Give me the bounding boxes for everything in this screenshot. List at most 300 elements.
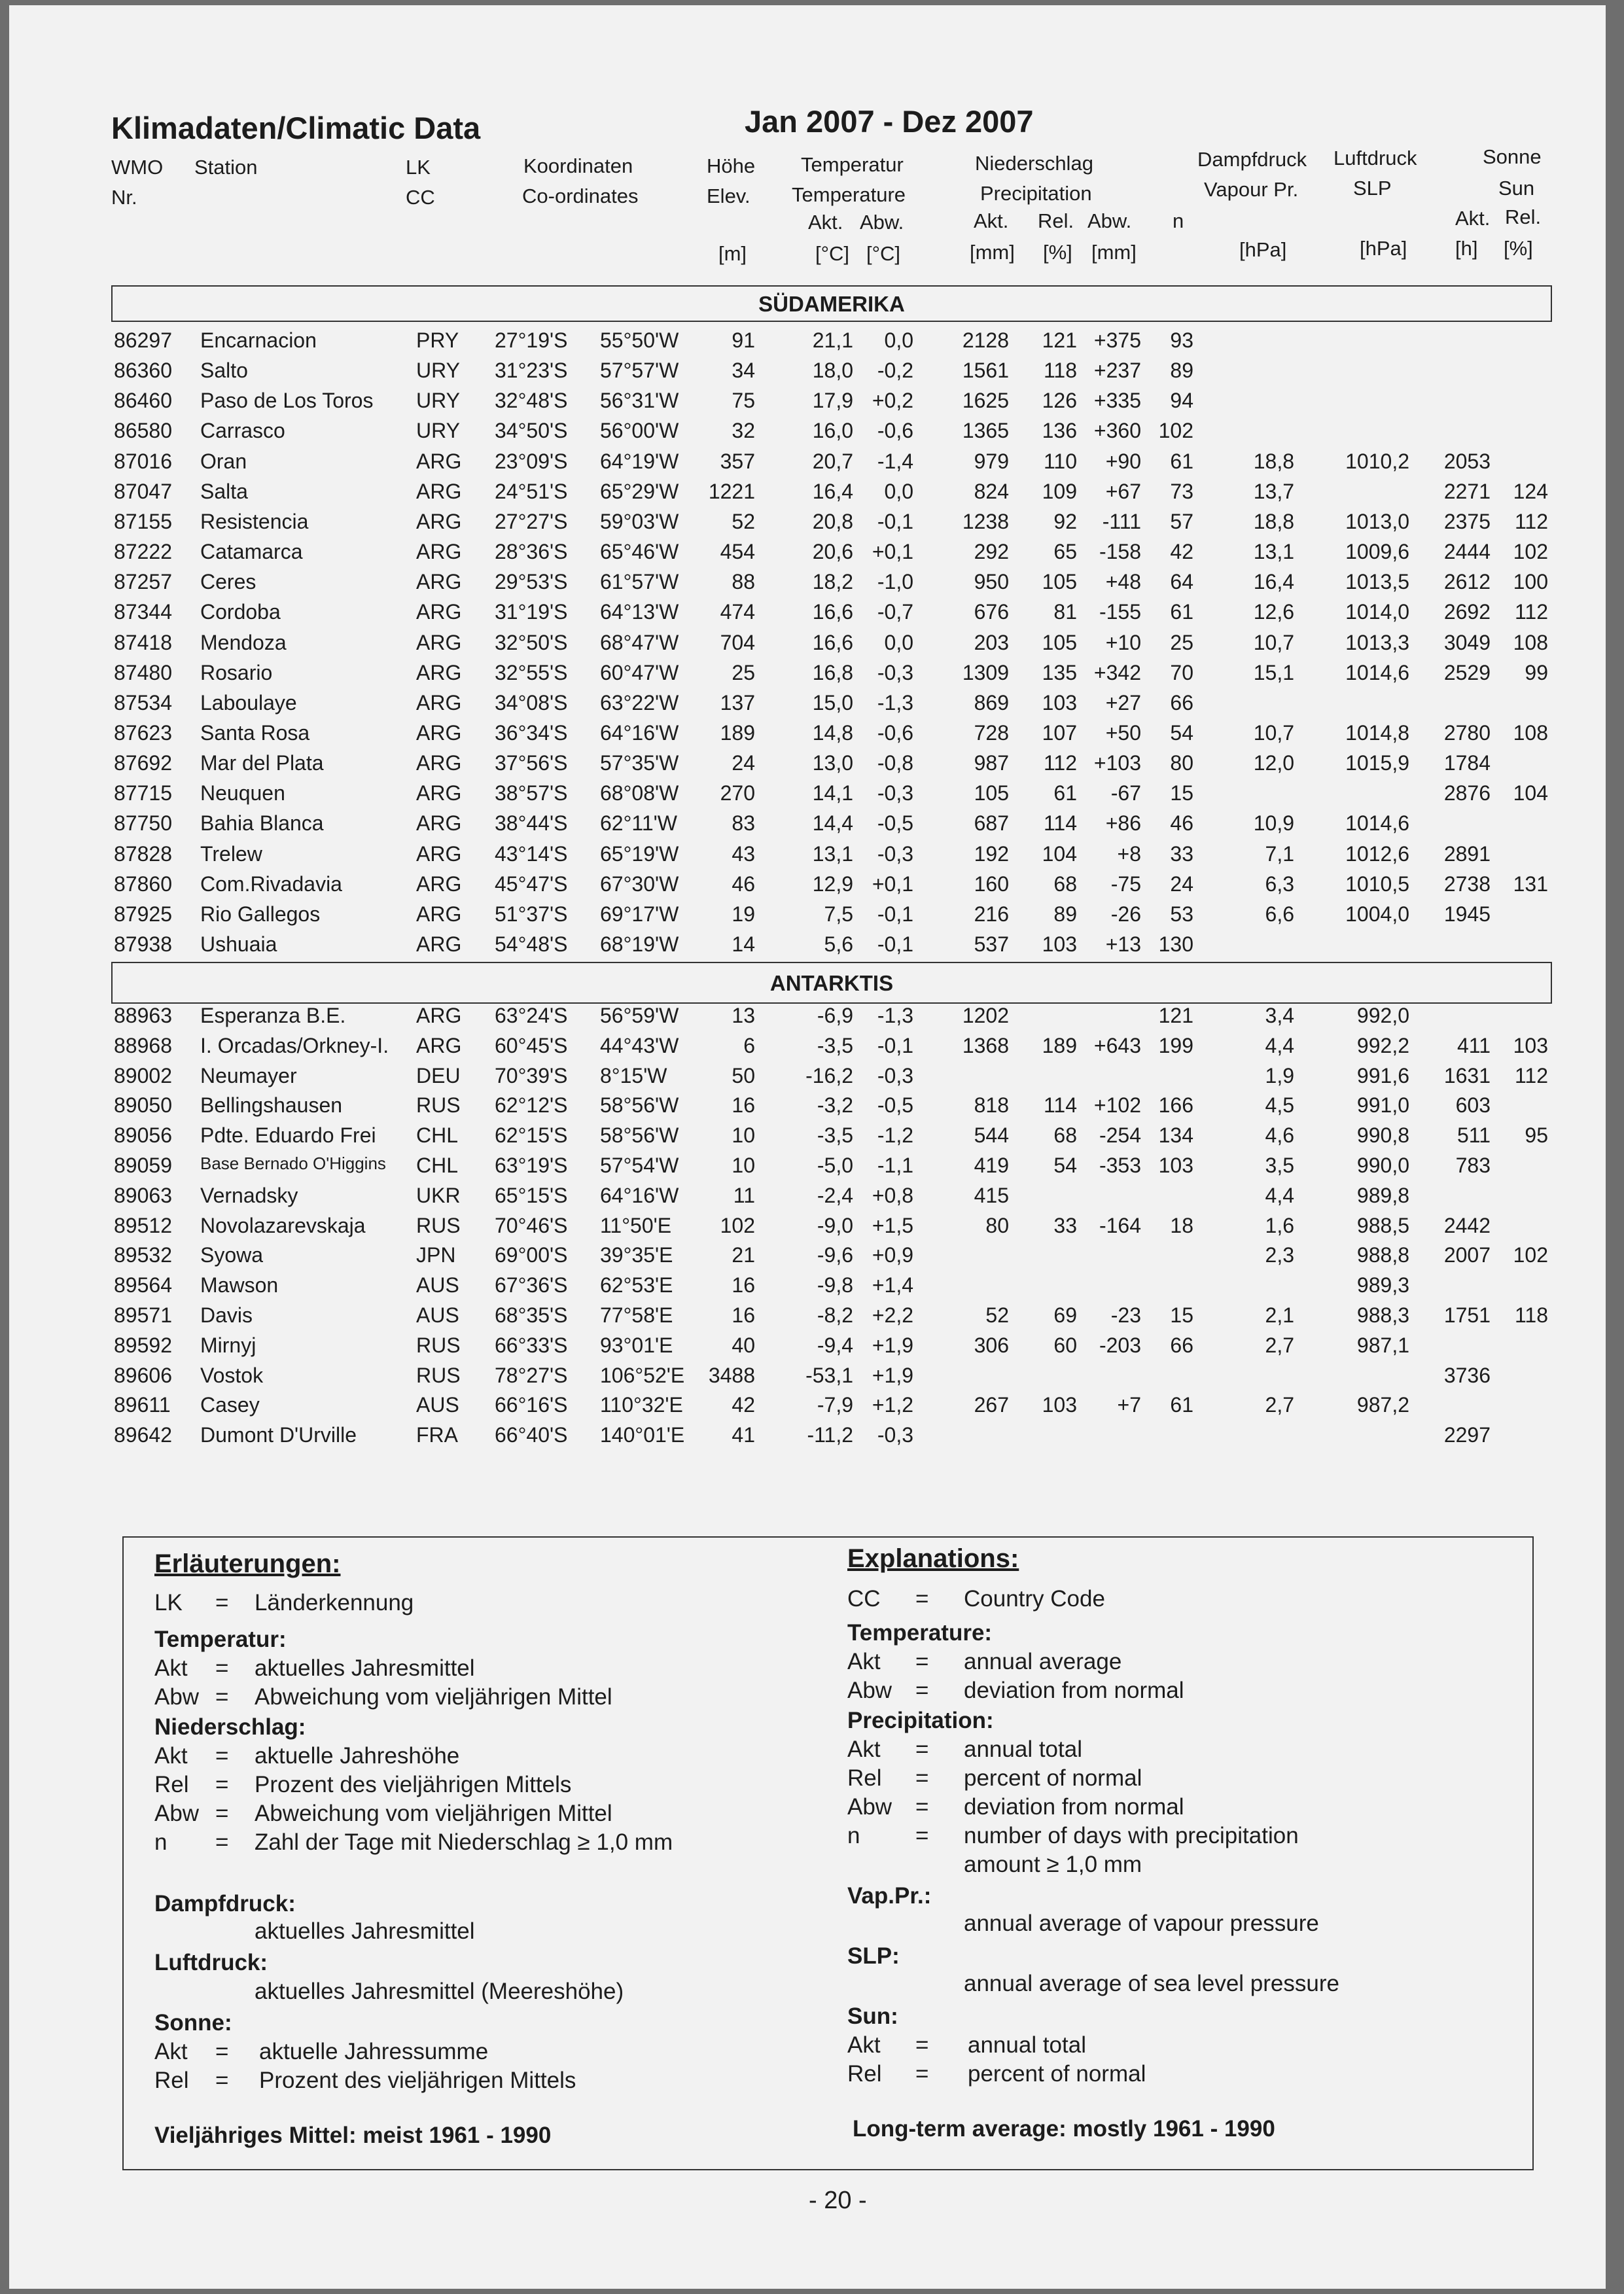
cell-temp-abw: -0,3 <box>877 841 913 866</box>
cell-prec-n: 93 <box>1170 328 1193 352</box>
table-row <box>9 1393 1606 1423</box>
table-row <box>9 419 1606 449</box>
cell-station: Pdte. Eduardo Frei <box>200 1123 376 1148</box>
cell-temp-abw: -0,5 <box>877 811 913 836</box>
abbr-cc: CC <box>847 1586 881 1612</box>
cell-prec-n: 57 <box>1170 509 1193 533</box>
cell-wmo: 87750 <box>114 811 172 836</box>
header-wmo: WMO <box>111 156 164 179</box>
cell-prec-abw: -111 <box>1102 509 1141 533</box>
cell-elev: 16 <box>732 1093 755 1118</box>
cell-vapour: 10,7 <box>1253 720 1294 745</box>
cell-wmo: 89063 <box>114 1183 172 1207</box>
cell-cc: ARG <box>416 841 462 866</box>
cell-temp-akt: -9,4 <box>817 1333 853 1357</box>
cell-prec-abw: -26 <box>1110 902 1141 926</box>
cell-lon: 69°17'W <box>600 902 679 926</box>
cell-vapour: 18,8 <box>1253 509 1294 533</box>
cell-sun-rel: 112 <box>1514 600 1548 624</box>
cell-station: Ushuaia <box>200 932 277 956</box>
cell-prec-abw: +237 <box>1093 359 1141 383</box>
cell-prec-rel: 89 <box>1053 902 1077 926</box>
cell-lon: 93°01'E <box>600 1333 673 1357</box>
cell-cc: CHL <box>416 1123 459 1148</box>
cell-station: Cordoba <box>200 600 281 624</box>
cell-prec-abw: +7 <box>1117 1393 1141 1417</box>
cell-sun-rel: 112 <box>1514 509 1548 533</box>
cell-prec-akt: 105 <box>974 781 1009 805</box>
cell-cc: ARG <box>416 479 462 503</box>
equals: = <box>915 1794 929 1820</box>
cell-wmo: 88968 <box>114 1033 172 1057</box>
cell-wmo: 87715 <box>114 781 172 805</box>
cell-station: Salto <box>200 359 248 383</box>
abbr-abw: Abw <box>154 1801 200 1826</box>
cell-sun-akt: 1945 <box>1443 902 1491 926</box>
cell-prec-n: 73 <box>1170 479 1193 503</box>
cell-temp-akt: 21,1 <box>812 328 853 352</box>
cell-prec-rel: 112 <box>1043 751 1077 775</box>
cell-lon: 61°57'W <box>600 570 679 594</box>
cell-lat: 31°23'S <box>495 359 568 383</box>
cell-slp: 990,8 <box>1356 1123 1409 1148</box>
cell-vapour: 2,7 <box>1265 1393 1294 1417</box>
cell-slp: 991,0 <box>1356 1093 1409 1118</box>
cell-temp-abw: -0,3 <box>877 781 913 805</box>
cell-wmo: 87344 <box>114 600 172 624</box>
cell-lat: 38°57'S <box>495 781 568 805</box>
equals: = <box>915 1649 929 1674</box>
header-p-abw: Abw. <box>1087 209 1132 232</box>
cell-temp-abw: -0,2 <box>877 359 913 383</box>
cell-prec-rel: 69 <box>1053 1303 1077 1327</box>
cell-slp: 1009,6 <box>1345 540 1409 564</box>
cell-slp: 1015,9 <box>1345 751 1409 775</box>
cell-cc: ARG <box>416 872 462 896</box>
header-s-rel: Rel. <box>1505 205 1542 228</box>
cell-temp-abw: -0,7 <box>877 600 913 624</box>
def-akt-sun: aktuelle Jahressumme <box>259 2039 489 2064</box>
cell-prec-akt: 80 <box>985 1213 1009 1237</box>
cell-lat: 38°44'S <box>495 811 568 836</box>
equals: = <box>915 1586 929 1612</box>
table-row <box>9 1004 1606 1034</box>
cell-wmo: 87692 <box>114 751 172 775</box>
cell-sun-akt: 411 <box>1456 1033 1491 1057</box>
unit-hpa-slp: [hPa] <box>1360 237 1407 260</box>
cell-slp: 1012,6 <box>1345 841 1409 866</box>
cell-cc: ARG <box>416 1033 462 1057</box>
cell-slp: 988,8 <box>1356 1243 1409 1267</box>
cell-temp-abw: +1,4 <box>872 1273 913 1297</box>
cell-station: Encarnacion <box>200 328 317 352</box>
cell-station: Ceres <box>200 570 256 594</box>
def-n: Zahl der Tage mit Niederschlag ≥ 1,0 mm <box>255 1829 673 1855</box>
label-sonne: Sonne: <box>154 2010 232 2036</box>
abbr-abw: Abw <box>847 1678 892 1703</box>
table-row <box>9 1123 1606 1154</box>
equals: = <box>215 1684 229 1710</box>
cell-slp: 988,5 <box>1356 1213 1409 1237</box>
cell-elev: 50 <box>732 1063 755 1087</box>
cell-elev: 189 <box>720 720 755 745</box>
header-dampfdruck: Dampfdruck <box>1197 148 1307 171</box>
abbr-akt: Akt <box>154 2039 188 2064</box>
cell-station: Catamarca <box>200 540 303 564</box>
cell-elev: 3488 <box>708 1363 755 1387</box>
cell-sun-akt: 3736 <box>1443 1363 1491 1387</box>
cell-prec-akt: 52 <box>985 1303 1009 1327</box>
cell-lat: 31°19'S <box>495 600 568 624</box>
cell-prec-n: 46 <box>1170 811 1193 836</box>
cell-sun-akt: 783 <box>1455 1154 1491 1177</box>
cell-sun-rel: 95 <box>1525 1123 1548 1148</box>
cell-slp: 1010,2 <box>1345 449 1409 473</box>
def-slp: annual average of sea level pressure <box>964 1971 1339 1996</box>
cell-prec-akt: 216 <box>974 902 1009 926</box>
cell-prec-n: 199 <box>1158 1033 1193 1057</box>
table-row <box>9 450 1606 480</box>
cell-prec-akt: 415 <box>974 1183 1009 1207</box>
cell-sun-akt: 2612 <box>1443 570 1491 594</box>
cell-prec-rel: 104 <box>1042 841 1077 866</box>
abbr-rel: Rel <box>847 2061 882 2087</box>
cell-cc: ARG <box>416 751 462 775</box>
equals: = <box>215 1590 229 1615</box>
cell-prec-rel: 68 <box>1053 872 1077 896</box>
cell-prec-n: 15 <box>1170 1303 1193 1327</box>
cell-lat: 36°34'S <box>495 720 568 745</box>
def-abw-prec: Abweichung vom vieljährigen Mittel <box>255 1801 612 1826</box>
cell-wmo: 87938 <box>114 932 172 956</box>
page-number: - 20 - <box>809 2187 867 2214</box>
cell-prec-rel: 107 <box>1042 720 1077 745</box>
cell-temp-abw: -1,4 <box>877 449 913 473</box>
cell-sun-akt: 2007 <box>1443 1243 1491 1267</box>
def-dampfdruck: aktuelles Jahresmittel <box>255 1918 475 1944</box>
cell-cc: ARG <box>416 1004 462 1027</box>
cell-prec-abw: +8 <box>1117 841 1141 866</box>
period-title: Jan 2007 - Dez 2007 <box>745 104 1034 139</box>
cell-temp-abw: -1,1 <box>877 1154 913 1177</box>
cell-elev: 41 <box>732 1423 755 1447</box>
explanations-de-heading: Erläuterungen: <box>154 1549 341 1578</box>
cell-station: Carrasco <box>200 419 285 443</box>
unit-mm-akt: [mm] <box>970 241 1015 264</box>
cell-station: Rosario <box>200 660 273 684</box>
label-precipitation: Precipitation: <box>847 1708 994 1733</box>
cell-cc: CHL <box>416 1154 459 1177</box>
abbr-akt: Akt <box>847 1737 881 1762</box>
cell-elev: 11 <box>733 1183 755 1207</box>
cell-station: Oran <box>200 449 247 473</box>
cell-cc: ARG <box>416 660 462 684</box>
equals: = <box>215 2068 229 2093</box>
cell-temp-akt: -2,4 <box>817 1183 853 1207</box>
cell-temp-akt: 14,4 <box>812 811 853 836</box>
cell-station: Rio Gallegos <box>200 902 321 926</box>
cell-prec-rel: 54 <box>1053 1154 1077 1177</box>
cell-sun-akt: 2271 <box>1443 479 1491 503</box>
cell-wmo: 87925 <box>114 902 172 926</box>
cell-wmo: 87860 <box>114 872 172 896</box>
cell-vapour: 7,1 <box>1265 841 1294 866</box>
cell-sun-akt: 511 <box>1456 1123 1491 1148</box>
cell-station: Bellingshausen <box>200 1093 343 1118</box>
cell-temp-abw: 0,0 <box>884 479 913 503</box>
cell-prec-rel: 60 <box>1053 1333 1077 1357</box>
cell-temp-akt: -8,2 <box>817 1303 853 1327</box>
cell-lon: 64°19'W <box>600 449 679 473</box>
cell-wmo: 87222 <box>114 540 172 564</box>
cell-vapour: 1,6 <box>1265 1213 1294 1237</box>
cell-elev: 40 <box>732 1333 755 1357</box>
cell-temp-abw: -0,1 <box>877 509 913 533</box>
unit-pct: [%] <box>1043 241 1072 264</box>
cell-lon: 64°13'W <box>600 600 679 624</box>
cell-sun-akt: 2375 <box>1443 509 1491 533</box>
cell-prec-abw: +342 <box>1093 660 1141 684</box>
cell-temp-akt: -9,6 <box>817 1243 853 1267</box>
cell-temp-akt: -3,5 <box>817 1123 853 1148</box>
cell-cc: AUS <box>416 1273 459 1297</box>
cell-lon: 63°22'W <box>600 690 679 715</box>
cell-lon: 58°56'W <box>600 1123 679 1148</box>
cell-prec-n: 66 <box>1170 1333 1193 1357</box>
cell-prec-n: 61 <box>1170 449 1193 473</box>
header-luftdruck: Luftdruck <box>1333 147 1417 169</box>
cell-lon: 57°54'W <box>600 1154 679 1177</box>
cell-lat: 34°50'S <box>495 419 568 443</box>
cell-temp-abw: +1,9 <box>872 1363 913 1387</box>
def-abw-prec: deviation from normal <box>964 1794 1184 1820</box>
cell-wmo: 86460 <box>114 389 172 413</box>
cell-temp-abw: +0,8 <box>872 1183 913 1207</box>
cell-temp-akt: -3,5 <box>817 1033 853 1057</box>
table-row <box>9 1333 1606 1364</box>
cell-lat: 67°36'S <box>495 1273 568 1297</box>
cell-wmo: 87418 <box>114 630 172 654</box>
abbr-abw: Abw <box>154 1684 200 1710</box>
cell-lon: 68°47'W <box>600 630 679 654</box>
cell-temp-abw: -1,2 <box>877 1123 913 1148</box>
cell-lat: 24°51'S <box>495 479 568 503</box>
explanations-en-heading: Explanations: <box>847 1544 1019 1573</box>
cell-prec-rel: 65 <box>1053 540 1077 564</box>
cell-cc: URY <box>416 389 460 413</box>
cell-temp-abw: +2,2 <box>872 1303 913 1327</box>
cell-temp-akt: -6,9 <box>817 1004 853 1027</box>
cell-station: Base Bernado O'Higgins <box>200 1154 386 1173</box>
cell-prec-akt: 267 <box>974 1393 1009 1417</box>
cell-sun-rel: 102 <box>1513 1243 1548 1267</box>
cell-lat: 29°53'S <box>495 570 568 594</box>
def-rel-prec: Prozent des vieljährigen Mittels <box>255 1772 572 1797</box>
cell-prec-abw: +50 <box>1105 720 1141 745</box>
label-dampfdruck: Dampfdruck: <box>154 1891 296 1916</box>
table-row <box>9 510 1606 540</box>
label-temperatur: Temperatur: <box>154 1627 287 1652</box>
header-elev: Elev. <box>707 185 750 207</box>
cell-temp-akt: 5,6 <box>824 932 853 956</box>
cell-wmo: 89642 <box>114 1423 172 1447</box>
cell-lat: 45°47'S <box>495 872 568 896</box>
cell-prec-akt: 818 <box>974 1093 1009 1118</box>
cell-prec-akt: 950 <box>974 570 1009 594</box>
cell-lat: 32°48'S <box>495 389 568 413</box>
table-row <box>9 631 1606 661</box>
abbr-n: n <box>847 1823 860 1848</box>
header-p-akt: Akt. <box>974 209 1009 232</box>
header-cc: CC <box>406 186 435 209</box>
cell-prec-akt: 1309 <box>962 660 1009 684</box>
section-title: ANTARKTIS <box>769 971 894 995</box>
cell-elev: 357 <box>720 449 755 473</box>
cell-prec-abw: +360 <box>1093 419 1141 443</box>
def-akt-prec: annual total <box>964 1737 1082 1762</box>
cell-temp-abw: +1,2 <box>872 1393 913 1417</box>
label-sun: Sun: <box>847 2003 898 2029</box>
header-t-akt: Akt. <box>808 211 843 234</box>
cell-wmo: 86360 <box>114 359 172 383</box>
cell-elev: 75 <box>732 389 755 413</box>
cell-prec-akt: 2128 <box>962 328 1009 352</box>
cell-vapour: 13,7 <box>1253 479 1294 503</box>
table-row <box>9 1303 1606 1333</box>
cell-lon: 11°50'E <box>600 1213 672 1237</box>
label-luftdruck: Luftdruck: <box>154 1950 268 1975</box>
cell-prec-akt: 1561 <box>962 359 1009 383</box>
abbr-rel: Rel <box>847 1765 882 1791</box>
cell-temp-akt: -9,0 <box>817 1213 853 1237</box>
cell-temp-abw: +0,2 <box>872 389 913 413</box>
header-sun: Sun <box>1498 177 1535 200</box>
equals: = <box>915 2061 929 2087</box>
cell-sun-rel: 100 <box>1513 570 1548 594</box>
cell-station: Mirnyj <box>200 1333 256 1357</box>
cell-temp-abw: +0,9 <box>872 1243 913 1267</box>
cell-station: Santa Rosa <box>200 720 310 745</box>
cell-lat: 68°35'S <box>495 1303 568 1327</box>
cell-prec-abw: -155 <box>1099 600 1141 624</box>
cell-elev: 24 <box>732 751 755 775</box>
cell-lat: 70°46'S <box>495 1213 568 1237</box>
cell-station: Trelew <box>200 841 262 866</box>
cell-prec-abw: -164 <box>1099 1213 1141 1237</box>
footer-de: Vieljähriges Mittel: meist 1961 - 1990 <box>154 2123 552 2148</box>
table-row <box>9 842 1606 872</box>
page-sheet <box>9 5 1606 2289</box>
cell-prec-akt: 203 <box>974 630 1009 654</box>
cell-lat: 78°27'S <box>495 1363 568 1387</box>
cell-prec-n: 42 <box>1170 540 1193 564</box>
def-lk: Länderkennung <box>255 1590 414 1615</box>
cell-slp: 1014,8 <box>1345 720 1409 745</box>
cell-cc: RUS <box>416 1093 461 1118</box>
cell-lon: 39°35'E <box>600 1243 673 1267</box>
cell-elev: 83 <box>732 811 755 836</box>
cell-temp-abw: -0,1 <box>877 932 913 956</box>
cell-lat: 66°16'S <box>495 1393 568 1417</box>
unit-c-abw: [°C] <box>866 242 901 265</box>
cell-prec-n: 70 <box>1170 660 1193 684</box>
cell-sun-akt: 2442 <box>1443 1213 1491 1237</box>
cell-elev: 102 <box>720 1213 755 1237</box>
cell-wmo: 89606 <box>114 1363 172 1387</box>
cell-cc: ARG <box>416 781 462 805</box>
def-vapour: annual average of vapour pressure <box>964 1911 1319 1936</box>
cell-elev: 10 <box>732 1154 755 1177</box>
cell-sun-akt: 2780 <box>1443 720 1491 745</box>
def-n-line1: number of days with precipitation <box>964 1823 1299 1848</box>
cell-station: Mawson <box>200 1273 279 1297</box>
cell-prec-abw: +335 <box>1093 389 1141 413</box>
cell-cc: ARG <box>416 690 462 715</box>
equals: = <box>215 1801 229 1826</box>
label-temperature: Temperature: <box>847 1620 993 1646</box>
cell-vapour: 4,5 <box>1265 1093 1294 1118</box>
abbr-rel: Rel <box>154 1772 189 1797</box>
cell-cc: AUS <box>416 1393 459 1417</box>
cell-cc: ARG <box>416 932 462 956</box>
cell-prec-n: 89 <box>1170 359 1193 383</box>
table-row <box>9 1243 1606 1273</box>
cell-temp-akt: 18,2 <box>812 570 853 594</box>
cell-lon: 56°31'W <box>600 389 679 413</box>
table-row <box>9 359 1606 389</box>
cell-vapour: 15,1 <box>1253 660 1294 684</box>
equals: = <box>215 1829 229 1855</box>
equals: = <box>215 2039 229 2064</box>
cell-lon: 65°46'W <box>600 540 679 564</box>
cell-prec-akt: 292 <box>974 540 1009 564</box>
cell-vapour: 6,3 <box>1265 872 1294 896</box>
cell-station: Mendoza <box>200 630 287 654</box>
cell-prec-akt: 869 <box>974 690 1009 715</box>
cell-elev: 52 <box>732 509 755 533</box>
cell-prec-abw: +103 <box>1093 751 1141 775</box>
cell-wmo: 89571 <box>114 1303 172 1327</box>
cell-lon: 67°30'W <box>600 872 679 896</box>
cell-prec-rel: 92 <box>1053 509 1077 533</box>
cell-lat: 28°36'S <box>495 540 568 564</box>
table-row <box>9 932 1606 962</box>
cell-wmo: 89059 <box>114 1154 172 1177</box>
cell-prec-rel: 121 <box>1042 328 1077 352</box>
cell-prec-abw: -67 <box>1110 781 1141 805</box>
cell-temp-akt: 14,8 <box>812 720 853 745</box>
cell-elev: 16 <box>732 1303 755 1327</box>
cell-wmo: 87828 <box>114 841 172 866</box>
cell-lon: 56°59'W <box>600 1004 679 1027</box>
cell-lon: 60°47'W <box>600 660 679 684</box>
cell-lat: 51°37'S <box>495 902 568 926</box>
cell-elev: 46 <box>732 872 755 896</box>
cell-station: Vostok <box>200 1363 264 1387</box>
abbr-akt: Akt <box>847 2032 881 2058</box>
cell-sun-rel: 104 <box>1513 781 1548 805</box>
cell-prec-n: 54 <box>1170 720 1193 745</box>
explanations-box <box>122 1536 1534 2170</box>
cell-lat: 27°27'S <box>495 509 568 533</box>
cell-lon: 62°11'W <box>600 811 677 836</box>
table-row <box>9 781 1606 811</box>
cell-cc: ARG <box>416 902 462 926</box>
unit-hpa-vapour: [hPa] <box>1239 238 1287 261</box>
cell-cc: PRY <box>416 328 459 352</box>
table-row <box>9 872 1606 902</box>
cell-vapour: 4,6 <box>1265 1123 1294 1148</box>
